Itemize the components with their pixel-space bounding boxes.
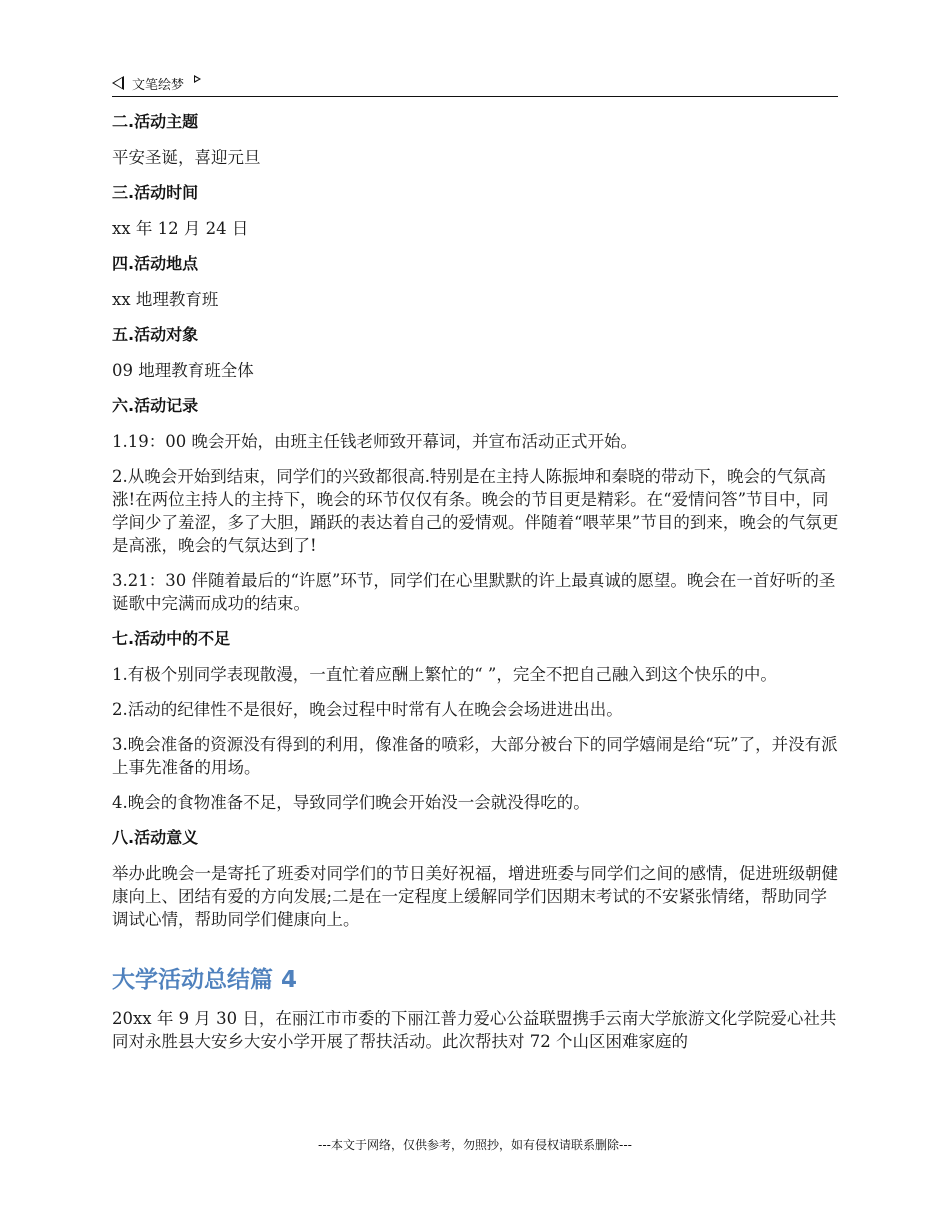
paragraph: 2.从晚会开始到结束，同学们的兴致都很高.特别是在主持人陈振坤和秦晓的带动下，晚会的气氛高涨!在两位主持人的主持下，晚会的环节仅仅有条。晚会的节目更是精彩。在“爱情问答”节目中，同学间少了羞涩，多了大胆，踊跃的表达着自己的爱情观。伴随着“喂苹果”节目的到来，晚会的气氛更是高涨，晚会的气氛达到了!: [112, 467, 839, 555]
paragraph: 2.活动的纪律性不是很好，晚会过程中时常有人在晚会会场进进出出。: [112, 700, 623, 719]
paragraph: 平安圣诞，喜迎元旦: [112, 148, 261, 167]
section-location: [112, 252, 840, 311]
triangle-left-icon: [112, 76, 124, 90]
article-intro: 20xx 年 9 月 30 日，在丽江市市委的下丽江普力爱心公益联盟携手云南大学旅游文化学院爱心社共同对永胜县大安乡大安小学开展了帮扶活动。此次帮扶对 72 个山区困难家庭的: [112, 1009, 837, 1051]
paragraph: 4.晚会的食物准备不足，导致同学们晚会开始没一会就没得吃的。: [112, 793, 590, 812]
section-heading: 三.活动时间: [112, 183, 199, 202]
paragraph: xx 地理教育班: [112, 290, 219, 309]
section-theme: [112, 110, 840, 169]
section-audience: [112, 323, 840, 382]
section-record: [112, 394, 840, 615]
paragraph: 举办此晚会一是寄托了班委对同学们的节日美好祝福，增进班委与同学们之间的感情，促进班级朝健康向上、团结有爱的方向发展;二是在一定程度上缓解同学们因期末考试的不安紧张情绪，帮助同学调试心情，帮助同学们健康向上。: [112, 864, 838, 929]
section-heading: 八.活动意义: [112, 828, 199, 847]
section-shortcomings: [112, 627, 840, 814]
section-heading: 五.活动对象: [112, 325, 199, 344]
triangle-right-icon: [194, 75, 201, 83]
paragraph: xx 年 12 月 24 日: [112, 219, 249, 238]
section-heading: 六.活动记录: [112, 396, 199, 415]
paragraph: 1.有极个别同学表现散漫，一直忙着应酬上繁忙的“ ”，完全不把自己融入到这个快乐的中。: [112, 665, 777, 684]
paragraph: 1.19：00 晚会开始，由班主任钱老师致开幕词，并宣布活动正式开始。: [112, 432, 637, 451]
header-brand: 文笔绘梦: [132, 77, 185, 93]
section-heading: 二.活动主题: [112, 112, 199, 131]
section-heading: 四.活动地点: [112, 254, 199, 273]
section-time: [112, 181, 840, 240]
section-significance: [112, 826, 840, 931]
paragraph: 3.晚会准备的资源没有得到的利用，像准备的喷彩，大部分被台下的同学嬉闹是给“玩”了，并没有派上事先准备的用场。: [112, 735, 838, 777]
section-heading: 七.活动中的不足: [112, 629, 231, 648]
page-header: [112, 70, 838, 97]
document-body: [112, 110, 840, 1065]
paragraph: 3.21：30 伴随着最后的“许愿”环节，同学们在心里默默的许上最真诚的愿望。晚会在一首好听的圣诞歌中完满而成功的结束。: [112, 571, 836, 613]
article-title: 大学活动总结篇 4: [112, 967, 298, 993]
page-footer: ---本文于网络，仅供参考，勿照抄，如有侵权请联系删除---: [318, 1138, 632, 1152]
paragraph: 09 地理教育班全体: [112, 361, 254, 380]
